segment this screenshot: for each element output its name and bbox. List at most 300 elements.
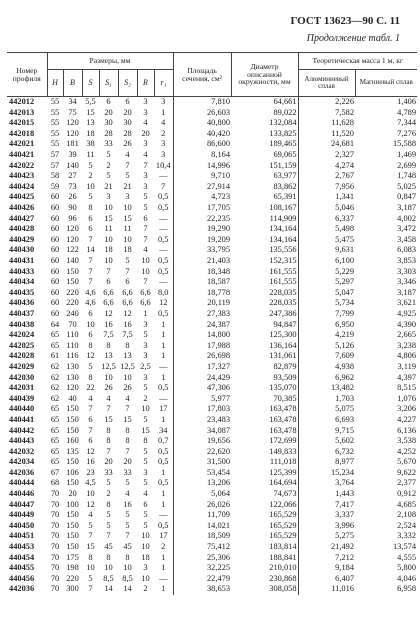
cell-size-r1: — bbox=[159, 224, 168, 234]
cell-size-R: 5 bbox=[143, 446, 148, 456]
cell-diameter: 134,164 bbox=[269, 234, 297, 244]
cell-size-S1: 8 bbox=[106, 499, 111, 509]
cell-mass-magnesium: 4,806 bbox=[397, 351, 417, 361]
cell-area: 22,620 bbox=[173, 447, 231, 458]
table-row bbox=[7, 500, 417, 511]
table-row bbox=[7, 553, 417, 564]
table-row bbox=[7, 267, 417, 278]
cell-profile-number: 442032 bbox=[9, 446, 35, 456]
cell-mass-aluminium: 5,229 bbox=[298, 267, 355, 278]
cell-mass-magnesium: 4,002 bbox=[397, 213, 417, 223]
cell-size-r1: 1 bbox=[161, 330, 166, 340]
cell-profile-number: 442012 bbox=[9, 97, 35, 107]
table-row bbox=[7, 436, 417, 447]
cell-size-R: 3 bbox=[143, 340, 148, 350]
cell-size-S1: 20 bbox=[104, 457, 113, 467]
cell-area: 53,454 bbox=[173, 468, 231, 479]
cell-size-R: 3 bbox=[143, 467, 148, 477]
table-row bbox=[7, 192, 417, 203]
cell-size-R: 10 bbox=[141, 531, 150, 541]
cell-profile-number: 442021 bbox=[9, 139, 35, 149]
cell-size-r1: 1 bbox=[161, 489, 166, 499]
cell-profile-number: 440450 bbox=[9, 520, 35, 530]
cell-size-S: 7 bbox=[88, 404, 93, 414]
cell-size-S2: 4 bbox=[125, 150, 130, 160]
cell-diameter: 125,399 bbox=[269, 467, 297, 477]
cell-size-S: 11 bbox=[86, 150, 95, 160]
cell-size-S: 5 bbox=[88, 520, 93, 530]
cell-size-B: 120 bbox=[66, 128, 79, 138]
cell-size-R: 5 bbox=[143, 510, 148, 520]
cell-size-H: 55 bbox=[50, 97, 60, 107]
cell-mass-magnesium: 2,699 bbox=[397, 160, 417, 170]
cell-mass-aluminium: 5,075 bbox=[298, 404, 355, 415]
cell-profile-number: 440434 bbox=[9, 277, 35, 287]
cell-profile-number: 442022 bbox=[9, 160, 35, 170]
cell-size-H: 65 bbox=[50, 414, 60, 424]
cell-size-S: 6 bbox=[88, 224, 93, 234]
cell-area: 21,403 bbox=[173, 256, 231, 267]
cell-size-S2: 7 bbox=[125, 160, 130, 170]
cell-area: 5,977 bbox=[173, 394, 231, 405]
cell-diameter: 64,661 bbox=[273, 97, 297, 107]
header-area: Площадь сечения, см² bbox=[173, 53, 231, 97]
cell-size-R: 3 bbox=[143, 319, 148, 329]
cell-size-H: 60 bbox=[50, 234, 60, 244]
cell-size-R: 2 bbox=[143, 584, 148, 594]
cell-size-S2: 12,5 bbox=[120, 361, 135, 371]
cell-size-r1: 34 bbox=[159, 425, 168, 435]
cell-size-S2: 33 bbox=[123, 467, 132, 477]
cell-size-S2: 6 bbox=[125, 97, 130, 107]
cell-diameter: 163,478 bbox=[269, 425, 297, 435]
cell-diameter: 133,825 bbox=[269, 128, 297, 138]
cell-mass-aluminium: 1,443 bbox=[298, 489, 355, 500]
cell-size-R: 7 bbox=[143, 224, 148, 234]
cell-size-H: 70 bbox=[50, 563, 60, 573]
cell-size-R: 5 bbox=[143, 414, 148, 424]
cell-size-S2: 5 bbox=[125, 520, 130, 530]
cell-size-S: 10 bbox=[86, 489, 95, 499]
cell-profile-number: 440453 bbox=[9, 542, 35, 552]
cell-size-H: 62 bbox=[50, 393, 60, 403]
cell-profile-number: 442036 bbox=[9, 467, 35, 477]
cell-size-S2: 26 bbox=[123, 139, 132, 149]
cell-size-S1: 12,5 bbox=[101, 361, 116, 371]
cell-mass-aluminium: 9,631 bbox=[298, 245, 355, 256]
cell-size-S1: 18 bbox=[104, 245, 113, 255]
cell-profile-number: 440431 bbox=[9, 256, 35, 265]
cell-size-S2: 15 bbox=[123, 213, 132, 223]
cell-size-r1: — bbox=[159, 213, 168, 223]
cell-diameter: 164,694 bbox=[269, 478, 297, 488]
cell-size-S: 7 bbox=[88, 584, 93, 594]
cell-size-S2: 12 bbox=[123, 308, 132, 318]
cell-size-H: 60 bbox=[50, 213, 60, 223]
table-row bbox=[7, 542, 417, 553]
table-row bbox=[7, 182, 417, 193]
cell-size-S: 7 bbox=[88, 425, 93, 435]
cell-mass-aluminium: 7,212 bbox=[298, 553, 355, 564]
cell-mass-aluminium: 8,977 bbox=[298, 457, 355, 468]
cell-size-S: 12 bbox=[86, 351, 95, 361]
cell-size-B: 150 bbox=[66, 277, 79, 287]
cell-size-H: 55 bbox=[50, 107, 60, 117]
cell-size-H: 60 bbox=[50, 287, 60, 297]
cell-size-S1: 15 bbox=[104, 213, 113, 223]
cell-size-R: 5 bbox=[143, 330, 148, 340]
cell-size-H: 62 bbox=[50, 372, 60, 382]
cell-size-B: 181 bbox=[66, 139, 79, 149]
cell-mass-magnesium: 3,332 bbox=[397, 531, 417, 541]
cell-size-B: 160 bbox=[66, 436, 79, 446]
cell-diameter: 114,909 bbox=[269, 213, 297, 223]
cell-size-B: 220 bbox=[66, 573, 79, 583]
cell-area: 26,698 bbox=[173, 351, 231, 362]
cell-size-B: 300 bbox=[66, 584, 79, 594]
cell-area: 17,705 bbox=[173, 203, 231, 214]
cell-mass-aluminium: 9,715 bbox=[298, 425, 355, 436]
table-row bbox=[7, 372, 417, 383]
cell-size-S1: 7 bbox=[106, 446, 111, 456]
cell-size-S1: 10 bbox=[104, 203, 113, 213]
cell-mass-aluminium: 5,602 bbox=[298, 436, 355, 447]
cell-area: 17,327 bbox=[173, 362, 231, 373]
cell-mass-magnesium: 2,377 bbox=[397, 478, 417, 488]
cell-mass-magnesium: 3,472 bbox=[397, 224, 417, 234]
cell-size-r1: 1 bbox=[161, 584, 166, 594]
table-row bbox=[7, 563, 417, 574]
cell-size-S2: 10 bbox=[123, 563, 132, 573]
cell-area: 18,778 bbox=[173, 288, 231, 299]
cell-area: 4,723 bbox=[173, 192, 231, 203]
cell-size-H: 60 bbox=[50, 266, 60, 276]
cell-mass-aluminium: 3,337 bbox=[298, 510, 355, 521]
table-row bbox=[7, 478, 417, 489]
cell-mass-magnesium: 4,397 bbox=[397, 372, 417, 382]
cell-size-S: 7 bbox=[88, 256, 93, 265]
cell-size-R: 8 bbox=[143, 436, 148, 446]
cell-size-S: 4 bbox=[88, 510, 93, 520]
cell-area: 19,656 bbox=[173, 436, 231, 447]
cell-mass-magnesium: 3,458 bbox=[397, 234, 417, 244]
cell-size-R: 20 bbox=[141, 128, 150, 138]
cell-size-r1: 1 bbox=[161, 414, 166, 424]
cell-size-r1: 17 bbox=[159, 404, 168, 414]
cell-size-B: 70 bbox=[68, 319, 77, 329]
cell-mass-aluminium: 13,482 bbox=[298, 383, 355, 394]
cell-profile-number: 442015 bbox=[9, 118, 35, 128]
cell-size-H: 70 bbox=[50, 510, 60, 520]
cell-size-R: 7 bbox=[143, 160, 148, 170]
table-row bbox=[7, 468, 417, 479]
cell-size-B: 40 bbox=[68, 393, 77, 403]
cell-size-R: 10 bbox=[141, 573, 150, 583]
cell-profile-number: 442013 bbox=[9, 107, 35, 117]
cell-profile-number: 440423 bbox=[9, 171, 35, 181]
cell-size-S1: 21 bbox=[104, 181, 113, 191]
cell-mass-magnesium: 13,574 bbox=[392, 542, 417, 552]
cell-mass-aluminium: 6,962 bbox=[298, 372, 355, 383]
cell-size-S2: 10 bbox=[123, 203, 132, 213]
cell-mass-magnesium: 3,621 bbox=[397, 298, 417, 308]
cell-mass-aluminium: 7,582 bbox=[298, 108, 355, 119]
cell-size-S2: 18 bbox=[123, 245, 132, 255]
cell-mass-magnesium: 1,076 bbox=[397, 393, 417, 403]
cell-mass-magnesium: 15,588 bbox=[392, 139, 417, 149]
cell-mass-aluminium: 2,327 bbox=[298, 150, 355, 161]
table-row bbox=[7, 341, 417, 352]
cell-size-R: 5 bbox=[143, 192, 148, 202]
header-sizes: Размеры, мм bbox=[47, 53, 173, 70]
cell-area: 40,800 bbox=[173, 118, 231, 129]
cell-size-B: 96 bbox=[68, 213, 77, 223]
cell-diameter: 134,164 bbox=[269, 224, 297, 234]
cell-size-R: 15 bbox=[141, 425, 150, 435]
cell-size-S2: 26 bbox=[123, 383, 132, 393]
table-row bbox=[7, 235, 417, 246]
cell-size-H: 60 bbox=[50, 245, 60, 255]
cell-mass-magnesium: 1,748 bbox=[397, 171, 417, 181]
cell-mass-magnesium: 3,119 bbox=[397, 361, 417, 371]
cell-mass-magnesium: 7,276 bbox=[397, 128, 417, 138]
cell-diameter: 230,868 bbox=[269, 573, 297, 583]
cell-size-B: 27 bbox=[68, 171, 77, 181]
cell-size-H: 57 bbox=[50, 160, 60, 170]
cell-mass-magnesium: 7,344 bbox=[397, 118, 417, 128]
cell-size-S1: 8 bbox=[106, 552, 111, 562]
cell-mass-magnesium: 5,025 bbox=[397, 181, 417, 191]
cell-mass-magnesium: 4,252 bbox=[397, 446, 417, 456]
cell-size-R: 2 bbox=[143, 393, 148, 403]
cell-size-r1: 0,5 bbox=[158, 192, 169, 202]
cell-size-H: 60 bbox=[50, 203, 60, 213]
cell-size-r1: 0,5 bbox=[158, 308, 169, 318]
cell-size-r1: 0,5 bbox=[158, 478, 169, 488]
cell-mass-magnesium: 2,524 bbox=[397, 520, 417, 530]
table-row bbox=[7, 457, 417, 468]
cell-profile-number: 442025 bbox=[9, 340, 35, 350]
cell-size-S1: 4 bbox=[106, 393, 111, 403]
cell-profile-number: 442024 bbox=[9, 330, 35, 340]
cell-size-H: 65 bbox=[50, 404, 60, 414]
cell-size-H: 70 bbox=[50, 552, 60, 562]
cell-size-B: 150 bbox=[66, 414, 79, 424]
cell-profile-number: 440428 bbox=[9, 224, 35, 234]
header-diameter: Диаметр описанной окружности, мм bbox=[231, 53, 298, 97]
cell-size-R: 3 bbox=[143, 181, 148, 191]
cell-size-r1: 7 bbox=[161, 181, 166, 191]
cell-size-B: 220 bbox=[66, 298, 79, 308]
cell-size-S: 7 bbox=[88, 234, 93, 244]
header-S: S bbox=[82, 70, 99, 97]
cell-size-S2: 8,5 bbox=[122, 573, 133, 583]
cell-size-S: 23 bbox=[86, 467, 95, 477]
cell-size-R: 10 bbox=[141, 256, 150, 265]
cell-size-S1: 45 bbox=[104, 542, 113, 552]
table-row bbox=[7, 129, 417, 140]
cell-size-R: 3 bbox=[143, 107, 148, 117]
table-row bbox=[7, 394, 417, 405]
cell-mass-magnesium: 3,187 bbox=[397, 203, 417, 213]
cell-size-B: 150 bbox=[66, 266, 79, 276]
cell-area: 33,795 bbox=[173, 245, 231, 256]
cell-mass-magnesium: 9,622 bbox=[397, 467, 417, 477]
cell-size-r1: 0,5 bbox=[158, 520, 169, 530]
cell-mass-aluminium: 1,703 bbox=[298, 394, 355, 405]
table-row bbox=[7, 245, 417, 256]
cell-size-H: 60 bbox=[50, 308, 60, 318]
cell-mass-aluminium: 5,498 bbox=[298, 224, 355, 235]
cell-size-H: 70 bbox=[50, 542, 60, 552]
cell-area: 25,306 bbox=[173, 553, 231, 564]
cell-size-S2: 8 bbox=[125, 436, 130, 446]
cell-size-S1: 7 bbox=[106, 404, 111, 414]
cell-profile-number: 440446 bbox=[9, 489, 35, 499]
table-row bbox=[7, 351, 417, 362]
cell-size-R: 6,6 bbox=[140, 287, 151, 297]
cell-mass-aluminium: 5,734 bbox=[298, 298, 355, 309]
table-row bbox=[7, 489, 417, 500]
cell-diameter: 132,084 bbox=[269, 118, 297, 128]
header-S1: S₁ bbox=[99, 70, 118, 97]
cell-size-H: 65 bbox=[50, 425, 60, 435]
cell-mass-magnesium: 0,847 bbox=[397, 192, 417, 202]
cell-area: 32,225 bbox=[173, 563, 231, 574]
cell-area: 20,119 bbox=[173, 298, 231, 309]
cell-mass-aluminium: 6,337 bbox=[298, 214, 355, 225]
cell-area: 18,348 bbox=[173, 267, 231, 278]
cell-size-S: 8 bbox=[88, 340, 93, 350]
cell-mass-magnesium: 4,046 bbox=[397, 573, 417, 583]
cell-size-R: 2,5 bbox=[140, 361, 151, 371]
cell-profile-number: 440436 bbox=[9, 298, 35, 308]
cell-size-S1: 20 bbox=[104, 107, 113, 117]
header-magnesium-alloy: Магниевый сплав bbox=[355, 70, 417, 97]
cell-profile-number: 440424 bbox=[9, 181, 35, 191]
cell-size-B: 198 bbox=[66, 563, 79, 573]
cell-size-H: 60 bbox=[50, 298, 60, 308]
cell-size-R: 5 bbox=[143, 383, 148, 393]
cell-size-S: 7 bbox=[88, 531, 93, 541]
cell-size-S1: 6 bbox=[106, 277, 111, 287]
cell-size-H: 70 bbox=[50, 520, 60, 530]
cell-diameter: 183,814 bbox=[269, 542, 297, 552]
table-continuation-caption: Продолжение табл. 1 bbox=[306, 33, 400, 44]
cell-mass-magnesium: 5,670 bbox=[397, 457, 417, 467]
cell-size-H: 68 bbox=[50, 478, 60, 488]
cell-size-S1: 10 bbox=[104, 256, 113, 265]
cell-size-r1: — bbox=[159, 171, 168, 181]
cell-size-S2: 10 bbox=[123, 372, 132, 382]
header-r1: r₁ bbox=[154, 70, 173, 97]
cell-size-B: 73 bbox=[68, 181, 77, 191]
cell-size-S: 5 bbox=[88, 192, 93, 202]
table-row bbox=[7, 362, 417, 373]
cell-profile-number: 442034 bbox=[9, 457, 35, 467]
cell-size-S: 4 bbox=[88, 393, 93, 403]
cell-size-B: 106 bbox=[66, 467, 79, 477]
table-row bbox=[7, 319, 417, 330]
cell-size-S2: 10 bbox=[123, 234, 132, 244]
cell-size-H: 70 bbox=[50, 489, 60, 499]
cell-mass-aluminium: 6,732 bbox=[298, 447, 355, 458]
cell-diameter: 228,035 bbox=[269, 287, 297, 297]
cell-mass-aluminium: 2,767 bbox=[298, 171, 355, 182]
cell-area: 23,483 bbox=[173, 415, 231, 426]
table-row bbox=[7, 298, 417, 309]
cell-size-S: 8 bbox=[88, 203, 93, 213]
cell-size-S: 12 bbox=[86, 446, 95, 456]
cell-diameter: 135,070 bbox=[269, 383, 297, 393]
cell-size-S2: 6,6 bbox=[122, 298, 133, 308]
cell-mass-aluminium: 2,226 bbox=[298, 97, 355, 108]
cell-size-S2: 45 bbox=[123, 542, 132, 552]
table-row bbox=[7, 161, 417, 172]
cell-area: 75,412 bbox=[173, 542, 231, 553]
cell-size-S1: 7 bbox=[106, 531, 111, 541]
cell-diameter: 210,010 bbox=[269, 563, 297, 573]
cell-size-r1: 1 bbox=[161, 563, 166, 573]
cell-profile-number: 442029 bbox=[9, 361, 35, 371]
cell-size-S2: 7,5 bbox=[122, 330, 133, 340]
cell-size-S: 5 bbox=[88, 361, 93, 371]
cell-mass-aluminium: 6,407 bbox=[298, 574, 355, 585]
cell-size-H: 61 bbox=[50, 351, 60, 361]
cell-size-R: 6 bbox=[143, 499, 148, 509]
cell-profile-number: 440442 bbox=[9, 425, 35, 435]
cell-area: 19,290 bbox=[173, 224, 231, 235]
cell-size-r1: 0,5 bbox=[158, 457, 169, 467]
cell-profile-number: 440451 bbox=[9, 531, 35, 541]
table-row bbox=[7, 171, 417, 182]
cell-size-S: 4,6 bbox=[85, 298, 96, 308]
cell-size-B: 150 bbox=[66, 510, 79, 520]
cell-size-R: 3 bbox=[143, 351, 148, 361]
cell-diameter: 111,018 bbox=[269, 457, 297, 467]
cell-area: 22,479 bbox=[173, 574, 231, 585]
cell-profile-number: 440429 bbox=[9, 234, 35, 244]
cell-size-S1: 6,6 bbox=[103, 287, 114, 297]
cell-size-S1: 5 bbox=[106, 478, 111, 488]
cell-size-S: 22 bbox=[86, 383, 95, 393]
cell-diameter: 228,035 bbox=[269, 298, 297, 308]
cell-size-H: 62 bbox=[50, 383, 60, 393]
cell-area: 27,914 bbox=[173, 182, 231, 193]
header-S2: S₂ bbox=[118, 70, 137, 97]
table-row bbox=[7, 330, 417, 341]
cell-size-S1: 8 bbox=[106, 436, 111, 446]
cell-area: 31,500 bbox=[173, 457, 231, 468]
cell-size-S: 5 bbox=[88, 573, 93, 583]
cell-size-r1: — bbox=[159, 573, 168, 583]
cell-mass-aluminium: 6,100 bbox=[298, 256, 355, 267]
cell-size-S1: 7 bbox=[106, 266, 111, 276]
cell-mass-magnesium: 8,515 bbox=[397, 383, 417, 393]
cell-size-R: 3 bbox=[143, 97, 148, 107]
cell-size-R: 5 bbox=[143, 478, 148, 488]
cell-mass-aluminium: 4,274 bbox=[298, 161, 355, 172]
cell-size-S2: 7 bbox=[125, 266, 130, 276]
table-row bbox=[7, 383, 417, 394]
cell-size-S2: 5 bbox=[125, 171, 130, 181]
cell-size-B: 120 bbox=[66, 224, 79, 234]
cell-mass-magnesium: 6,136 bbox=[397, 425, 417, 435]
cell-mass-magnesium: 4,390 bbox=[397, 319, 417, 329]
table-row bbox=[7, 150, 417, 161]
table-row bbox=[7, 521, 417, 532]
cell-size-S1: 15 bbox=[104, 414, 113, 424]
